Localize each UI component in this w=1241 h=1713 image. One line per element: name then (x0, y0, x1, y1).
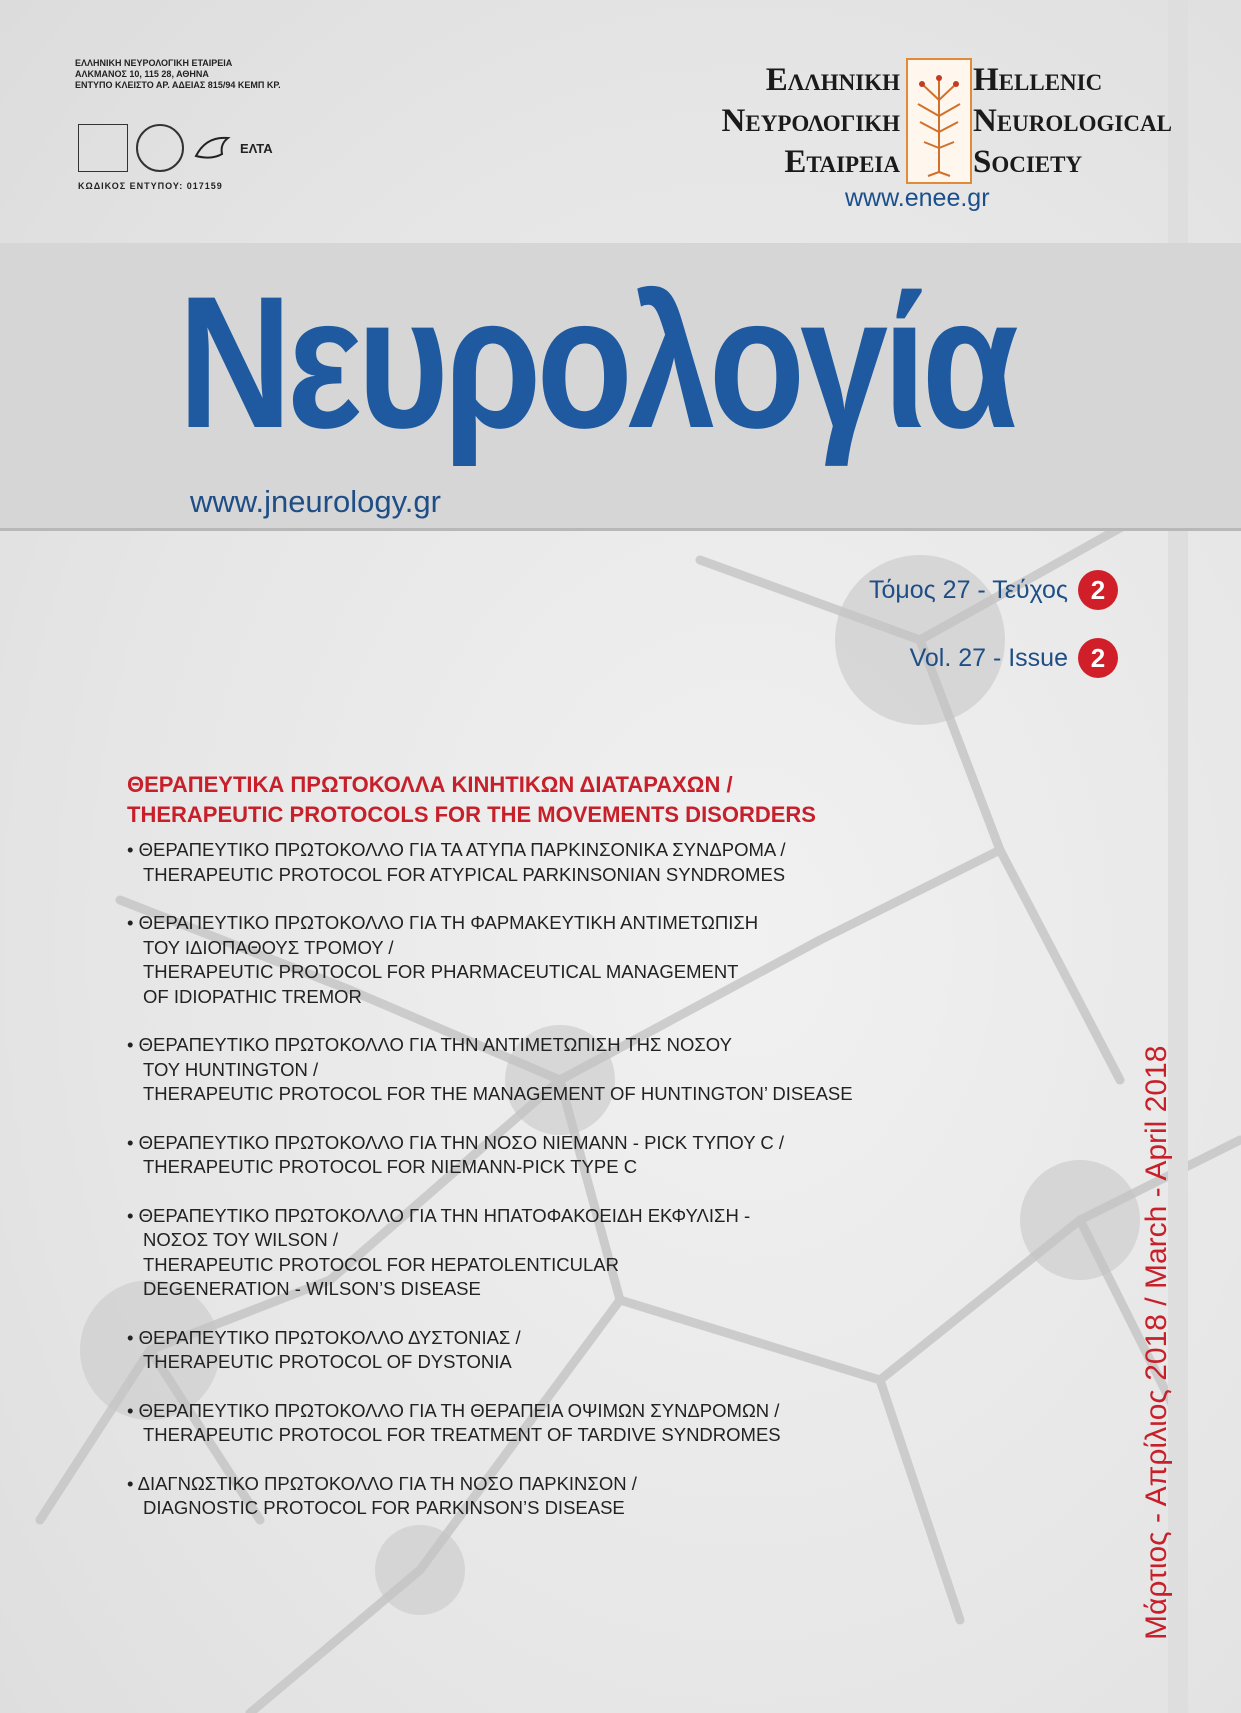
contents-item-line: DIAGNOSTIC PROTOCOL FOR PARKINSON’S DISEASE (143, 1497, 625, 1518)
elta-label: ΕΛΤΑ (240, 140, 273, 156)
contents-item (127, 1326, 1027, 1375)
volume-label-english: Vol. 27 - Issue (909, 643, 1068, 672)
society-english-line: Hellenic (973, 62, 1103, 98)
contents-item-line: • ΘΕΡΑΠΕΥΤΙΚΟ ΠΡΩΤΟΚΟΛΛΟ ΓΙΑ ΤΗΝ ΗΠΑΤΟΦΑΚΟΕΙΔΗ ΕΚΦΥΛΙΣΗ - (127, 1204, 751, 1226)
contents-item-line: DEGENERATION - WILSON’S DISEASE (143, 1278, 481, 1299)
publisher-line: ΑΛΚΜΑΝΟΣ 10, 115 28, ΑΘΗΝΑ (75, 69, 209, 79)
contents-item-line: • ΘΕΡΑΠΕΥΤΙΚΟ ΠΡΩΤΟΚΟΛΛΟ ΓΙΑ ΤΗ ΘΕΡΑΠΕΙΑ ΟΨΙΜΩΝ ΣΥΝΔΡΟΜΩΝ / (127, 1399, 780, 1421)
contents-item (127, 1399, 1027, 1448)
contents-item-line: • ΘΕΡΑΠΕΥΤΙΚΟ ΠΡΩΤΟΚΟΛΛΟ ΔΥΣΤΟΝΙΑΣ / (127, 1326, 521, 1348)
contents-heading (127, 770, 816, 830)
contents-item-line: • ΘΕΡΑΠΕΥΤΙΚΟ ΠΡΩΤΟΚΟΛΛΟ ΓΙΑ ΤΑ ΑΤΥΠΑ ΠΑΡΚΙΝΣΟΝΙΚΑ ΣΥΝΔΡΟΜΑ / (127, 839, 786, 860)
plant-logo-icon (906, 58, 972, 184)
contents-heading-line: ΘΕΡΑΠΕΥΤΙΚΑ ΠΡΩΤΟΚΟΛΛΑ ΚΙΝΗΤΙΚΩΝ ΔΙΑΤΑΡΑΧΩΝ / (127, 772, 733, 797)
issue-number-badge: 2 (1078, 570, 1118, 610)
society-english-line: Neurological (973, 103, 1172, 139)
contents-list (127, 838, 1027, 1545)
contents-item (127, 838, 1027, 887)
society-english-line: Society (973, 144, 1083, 180)
journal-title: Νευρολογία (178, 257, 1014, 467)
contents-item-line: THERAPEUTIC PROTOCOL FOR THE MANAGEMENT OF HUNTINGTON’ DISEASE (143, 1083, 853, 1104)
contents-item-line: THERAPEUTIC PROTOCOL FOR ATYPICAL PARKINSONIAN SYNDROMES (143, 863, 786, 885)
contents-item (127, 1131, 1027, 1180)
publisher-line: ΕΝΤΥΠΟ ΚΛΕΙΣΤΟ ΑΡ. ΑΔΕΙΑΣ 815/94 ΚΕΜΠ ΚΡ. (75, 80, 281, 90)
society-greek-line: Νευρολογικη (721, 103, 900, 139)
contents-item-line: THERAPEUTIC PROTOCOL FOR PHARMACEUTICAL MANAGEMENT (143, 961, 739, 982)
contents-item (127, 1472, 1027, 1521)
title-band-divider (0, 528, 1241, 531)
volume-label-greek: Τόμος 27 - Τεύχος (868, 575, 1068, 604)
elta-bird-icon (192, 130, 232, 166)
issue-date: Μάρτιος - Απρίλιος 2018 / March - April 2018 (1140, 1045, 1173, 1640)
postage-box-stamp (78, 124, 128, 172)
society-url-link[interactable]: www.enee.gr (845, 184, 990, 212)
contents-item-line: ΤΟΥ ΙΔΙΟΠΑΘΟΥΣ ΤΡΟΜΟΥ / (143, 936, 394, 958)
contents-item-line: • ΔΙΑΓΝΩΣΤΙΚΟ ΠΡΩΤΟΚΟΛΛΟ ΓΙΑ ΤΗ ΝΟΣΟ ΠΑΡΚΙΝΣΟΝ / (127, 1472, 637, 1494)
contents-item-line: THERAPEUTIC PROTOCOL FOR TREATMENT OF TARDIVE SYNDROMES (143, 1424, 781, 1445)
society-name-english (973, 60, 1193, 183)
contents-item (127, 1033, 1027, 1107)
society-greek-line: Εταιρεια (784, 144, 900, 180)
contents-item-line: THERAPEUTIC PROTOCOL OF DYSTONIA (143, 1351, 512, 1372)
contents-item-line: ΝΟΣΟΣ ΤΟΥ WILSON / (143, 1229, 338, 1250)
contents-heading-line: THERAPEUTIC PROTOCOLS FOR THE MOVEMENTS DISORDERS (127, 802, 816, 827)
postage-stamps (78, 124, 273, 172)
contents-item-line: THERAPEUTIC PROTOCOL FOR HEPATOLENTICULAR (143, 1253, 619, 1275)
contents-item-line: OF IDIOPATHIC TREMOR (143, 985, 362, 1007)
society-name-greek (700, 60, 900, 183)
issue-number-badge: 2 (1078, 638, 1118, 678)
postage-circle-stamp (136, 124, 184, 172)
contents-item-line: • ΘΕΡΑΠΕΥΤΙΚΟ ΠΡΩΤΟΚΟΛΛΟ ΓΙΑ ΤΗΝ ΑΝΤΙΜΕΤΩΠΙΣΗ ΤΗΣ ΝΟΣΟΥ (127, 1034, 732, 1055)
contents-item (127, 911, 1027, 1009)
volume-issue-greek (869, 570, 1118, 610)
contents-item-line: ΤΟΥ HUNTINGTON / (143, 1058, 319, 1080)
society-greek-line: Ελληνικη (765, 62, 900, 98)
contents-item-line: THERAPEUTIC PROTOCOL FOR NIEMANN-PICK TYPE C (143, 1156, 638, 1177)
volume-issue-english (910, 638, 1118, 678)
publisher-line: ΕΛΛΗΝΙΚΗ ΝΕΥΡΟΛΟΓΙΚΗ ΕΤΑΙΡΕΙΑ (75, 58, 233, 68)
contents-item-line: • ΘΕΡΑΠΕΥΤΙΚΟ ΠΡΩΤΟΚΟΛΛΟ ΓΙΑ ΤΗ ΦΑΡΜΑΚΕΥΤΙΚΗ ΑΝΤΙΜΕΤΩΠΙΣΗ (127, 912, 759, 933)
contents-item (127, 1204, 1027, 1302)
journal-url-link[interactable]: www.jneurology.gr (190, 484, 441, 519)
contents-item-line: • ΘΕΡΑΠΕΥΤΙΚΟ ΠΡΩΤΟΚΟΛΛΟ ΓΙΑ ΤΗΝ ΝΟΣΟ NIEMANN - PICK ΤΥΠΟΥ C / (127, 1131, 784, 1153)
publisher-info (75, 58, 305, 91)
print-code: ΚΩΔΙΚΟΣ ΕΝΤΥΠΟΥ: 017159 (78, 181, 223, 191)
